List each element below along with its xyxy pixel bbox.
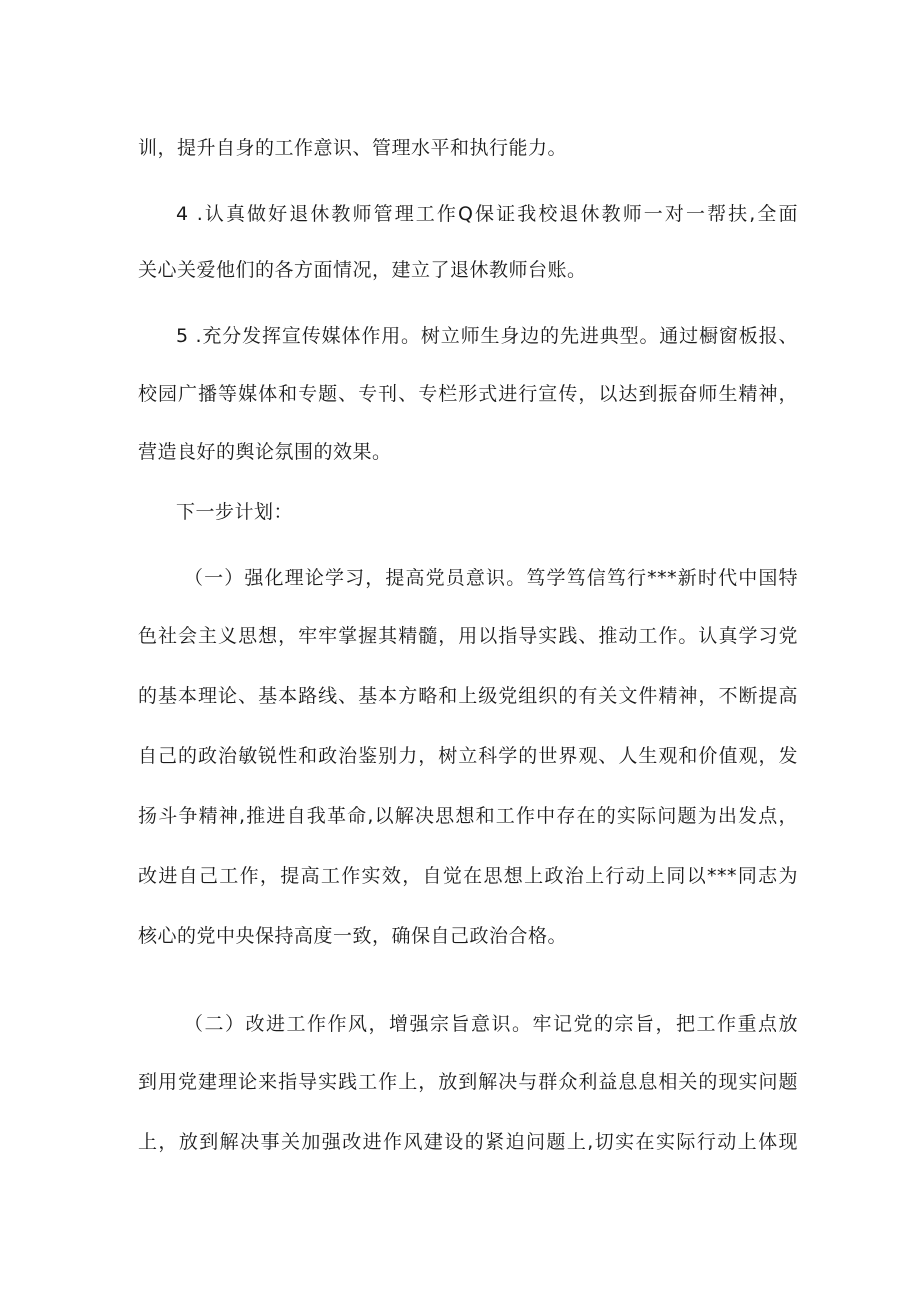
text-line-14: 核心的党中央保持高度一致，确保自己政治合格。 <box>138 925 568 947</box>
text-line-17: 上，放到解决事关加强改进作风建设的紧迫问题上,切实在实际行动上体现 <box>138 1131 798 1153</box>
text-line-4: 5 .充分发挥宣传媒体作用。树立师生身边的先进典型。通过橱窗板报、 <box>176 325 798 347</box>
text-line-5: 校园广播等媒体和专题、专刊、专栏形式进行宣传，以达到振奋师生精神， <box>138 383 798 405</box>
text-line-9: 色社会主义思想，牢牢掌握其精髓，用以指导实践、推动工作。认真学习党 <box>138 625 798 647</box>
text-line-16: 到用党建理论来指导实践工作上，放到解决与群众利益息息相关的现实问题 <box>138 1071 798 1093</box>
text-line-13: 改进自己工作，提高工作实效，自觉在思想上政治上行动上同以***同志为 <box>138 865 798 887</box>
text-line-15: （二）改进工作作风，增强宗旨意识。牢记党的宗旨，把工作重点放 <box>184 1013 798 1035</box>
text-line-3: 关心关爱他们的各方面情况，建立了退休教师台账。 <box>138 259 587 281</box>
text-line-10: 的基本理论、基本路线、基本方略和上级党组织的有关文件精神，不断提高 <box>138 685 798 707</box>
text-line-12: 扬斗争精神,推进自我革命,以解决思想和工作中存在的实际问题为出发点， <box>138 805 798 827</box>
text-line-2: 4 .认真做好退休教师管理工作Q保证我校退休教师一对一帮扶,全面 <box>176 203 798 225</box>
text-line-7: 下一步计划： <box>176 501 294 523</box>
text-line-6: 营造良好的舆论氛围的效果。 <box>138 441 392 463</box>
text-line-11: 自己的政治敏锐性和政治鉴别力，树立科学的世界观、人生观和价值观，发 <box>138 745 798 767</box>
text-line-1: 训，提升自身的工作意识、管理水平和执行能力。 <box>138 137 568 159</box>
text-line-8: （一）强化理论学习，提高党员意识。笃学笃信笃行***新时代中国特 <box>184 567 798 589</box>
